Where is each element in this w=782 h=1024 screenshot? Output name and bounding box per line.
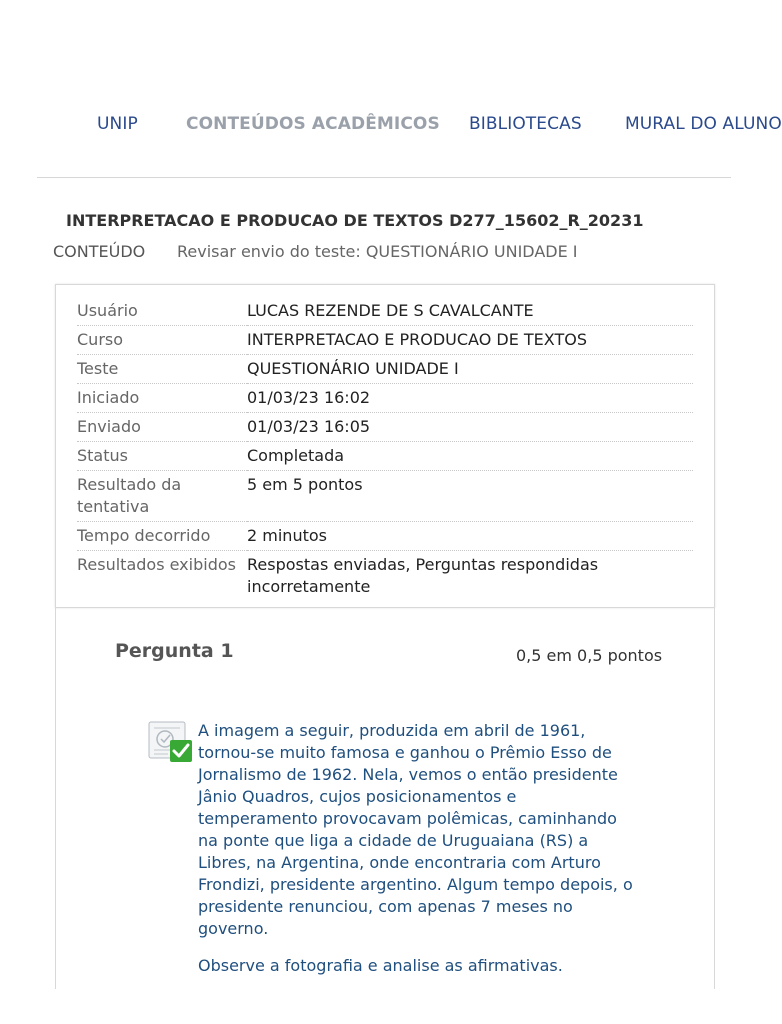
breadcrumb-current-page: Revisar envio do teste: QUESTIONÁRIO UNIDADE I [177, 242, 578, 261]
summary-label: Status [77, 442, 247, 471]
summary-row-resultados-exibidos [77, 551, 693, 602]
summary-label: Tempo decorrido [77, 522, 247, 551]
summary-row-teste [77, 355, 693, 384]
summary-value: Completada [247, 442, 693, 471]
summary-label: Enviado [77, 413, 247, 442]
question-paragraph: A imagem a seguir, produzida em abril de 1961, tornou-se muito famosa e ganhou o Prêmio Esso de Jornalismo de 1962. Nela, vemos o então presidente Jânio Quadros, cujos posicionamentos e temperamento provocavam polêmicas, caminhando na ponte que liga a cidade de Uruguaiana (RS) a Libres, na Argentina, onde encontraria com Arturo Frondizi, presidente argentino. Algum tempo depois, o presidente renunciou, com apenas 7 meses no governo. [198, 721, 633, 938]
question-score: 0,5 em 0,5 pontos [516, 646, 663, 665]
nav-divider [37, 177, 731, 178]
summary-label: Teste [77, 355, 247, 384]
summary-value: 01/03/23 16:05 [247, 413, 693, 442]
correct-answer-icon [148, 720, 194, 764]
summary-value: QUESTIONÁRIO UNIDADE I [247, 355, 693, 384]
summary-label: Usuário [77, 297, 247, 326]
nav-item-unip[interactable]: UNIP [97, 114, 138, 134]
summary-label: Curso [77, 326, 247, 355]
question-statement [198, 720, 638, 992]
course-title: INTERPRETACAO E PRODUCAO DE TEXTOS D277_15602_R_20231 [66, 211, 644, 230]
nav-item-mural-do-aluno[interactable]: MURAL DO ALUNO [625, 114, 782, 134]
summary-row-enviado [77, 413, 693, 442]
nav-item-bibliotecas[interactable]: BIBLIOTECAS [469, 114, 582, 134]
summary-row-iniciado [77, 384, 693, 413]
summary-value: 01/03/23 16:02 [247, 384, 693, 413]
breadcrumb-section[interactable]: CONTEÚDO [53, 242, 146, 261]
summary-value: 2 minutos [247, 522, 693, 551]
summary-label: Resultados exibidos [77, 555, 236, 574]
attempt-summary-table [77, 297, 693, 601]
top-navigation [0, 100, 782, 150]
summary-label: Resultado da tentativa [77, 471, 247, 522]
summary-row-tempo [77, 522, 693, 551]
question-paragraph: Observe a fotografia e analise as afirmativas. [198, 956, 563, 975]
question-title: Pergunta 1 [115, 640, 234, 662]
summary-value: Respostas enviadas, Perguntas respondidas incorretamente [247, 555, 599, 596]
summary-row-resultado [77, 471, 693, 522]
summary-value: INTERPRETACAO E PRODUCAO DE TEXTOS [247, 326, 693, 355]
summary-value: 5 em 5 pontos [247, 471, 693, 522]
summary-row-curso [77, 326, 693, 355]
nav-item-conteudos-academicos[interactable]: CONTEÚDOS ACADÊMICOS [186, 114, 440, 134]
summary-value: LUCAS REZENDE DE S CAVALCANTE [247, 297, 693, 326]
attempt-summary-panel [55, 284, 715, 608]
summary-label: Iniciado [77, 384, 247, 413]
summary-row-status [77, 442, 693, 471]
summary-row-usuario [77, 297, 693, 326]
question-panel [55, 606, 715, 989]
